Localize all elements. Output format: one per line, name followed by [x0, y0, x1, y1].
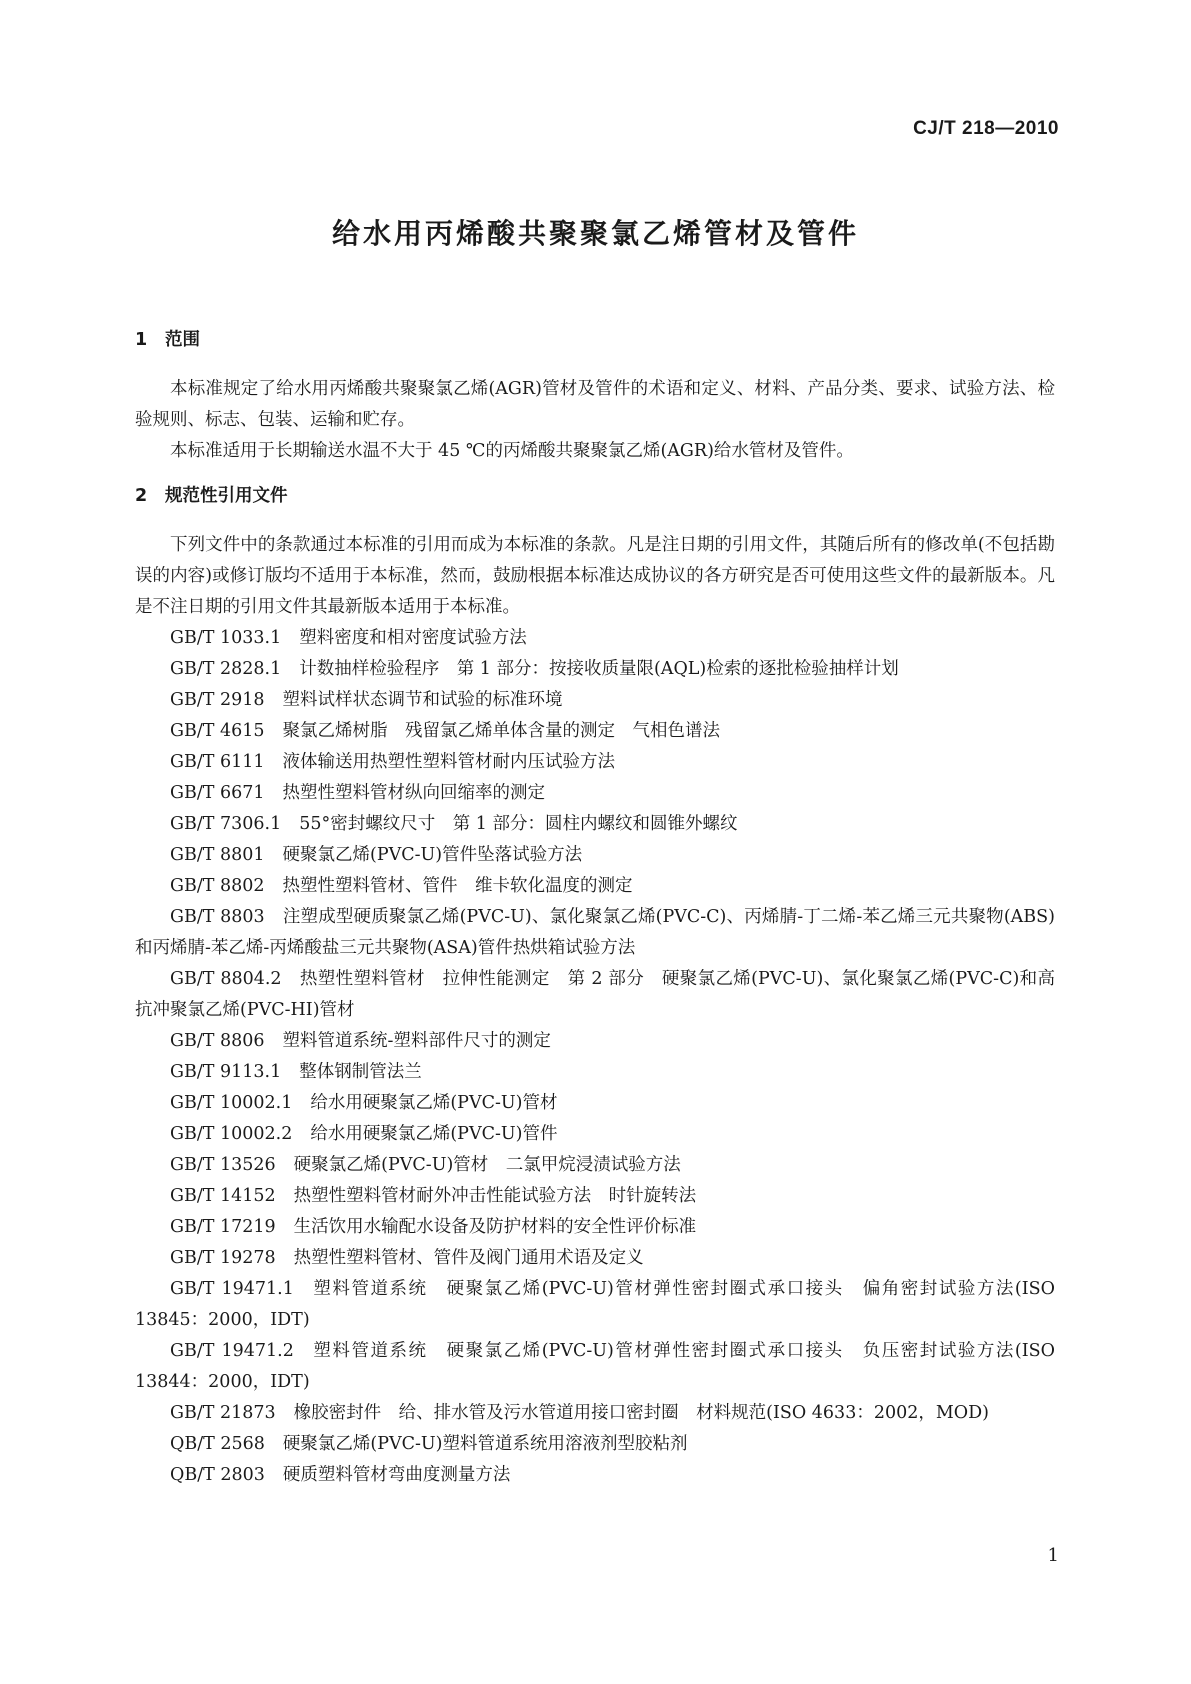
reference-item [135, 716, 1055, 747]
reference-title: 给水用硬聚氯乙烯(PVC-U)管材 [310, 1093, 558, 1113]
reference-item [135, 1429, 1055, 1460]
reference-title: 热塑性塑料管材、管件及阀门通用术语及定义 [293, 1248, 644, 1268]
reference-item [135, 1212, 1055, 1243]
reference-title: 硬聚氯乙烯(PVC-U)管材 二氯甲烷浸渍试验方法 [293, 1155, 681, 1175]
reference-code: GB/T 19471.1 [170, 1279, 294, 1299]
reference-code: GB/T 17219 [170, 1217, 276, 1237]
reference-title: 热塑性塑料管材 拉伸性能测定 第 2 部分 硬聚氯乙烯(PVC-U)、氯化聚氯乙烯(PVC-C)和高抗冲聚氯乙烯(PVC-HI)管材 [135, 969, 1055, 1020]
reference-item [135, 654, 1055, 685]
reference-title: 55°密封螺纹尺寸 第 1 部分：圆柱内螺纹和圆锥外螺纹 [299, 814, 738, 834]
reference-item [135, 1274, 1055, 1336]
reference-item [135, 1336, 1055, 1398]
reference-title: 橡胶密封件 给、排水管及污水管道用接口密封圈 材料规范(ISO 4633：2002，MOD) [293, 1403, 989, 1423]
reference-title: 硬聚氯乙烯(PVC-U)塑料管道系统用溶液剂型胶粘剂 [282, 1434, 688, 1454]
reference-item [135, 1119, 1055, 1150]
reference-code: GB/T 9113.1 [170, 1062, 282, 1082]
reference-title: 液体输送用热塑性塑料管材耐内压试验方法 [282, 752, 616, 772]
section-1-heading [135, 325, 1055, 356]
reference-code: GB/T 8803 [170, 907, 265, 927]
reference-item [135, 1243, 1055, 1274]
reference-item [135, 1026, 1055, 1057]
reference-item [135, 1057, 1055, 1088]
document-body [135, 325, 1055, 1491]
reference-title: 聚氯乙烯树脂 残留氯乙烯单体含量的测定 气相色谱法 [282, 721, 721, 741]
document-title: 给水用丙烯酸共聚聚氯乙烯管材及管件 [331, 217, 859, 250]
reference-item [135, 902, 1055, 964]
reference-item [135, 778, 1055, 809]
section-number: 1 [135, 330, 148, 350]
reference-code: GB/T 1033.1 [170, 628, 282, 648]
reference-item [135, 964, 1055, 1026]
section-title: 范围 [165, 330, 200, 350]
reference-title: 生活饮用水输配水设备及防护材料的安全性评价标准 [293, 1217, 697, 1237]
reference-code: QB/T 2803 [170, 1465, 265, 1485]
page-number: 1 [1047, 1545, 1059, 1566]
reference-code: GB/T 2918 [170, 690, 265, 710]
reference-title: 硬质塑料管材弯曲度测量方法 [282, 1465, 511, 1485]
reference-item [135, 1181, 1055, 1212]
reference-code: GB/T 19471.2 [170, 1341, 294, 1361]
standard-code: CJ/T 218—2010 [913, 118, 1059, 139]
reference-code: GB/T 8802 [170, 876, 265, 896]
reference-title: 整体钢制管法兰 [299, 1062, 422, 1082]
scope-paragraph: 本标准适用于长期输送水温不大于 45 ℃的丙烯酸共聚聚氯乙烯(AGR)给水管材及管件。 [170, 441, 854, 461]
reference-item [135, 747, 1055, 778]
reference-title: 塑料管道系统 硬聚氯乙烯(PVC-U)管材弹性密封圈式承口接头 负压密封试验方法(ISO 13844：2000，IDT) [135, 1341, 1055, 1392]
reference-code: GB/T 8804.2 [170, 969, 282, 989]
reference-code: GB/T 7306.1 [170, 814, 282, 834]
reference-title: 计数抽样检验程序 第 1 部分：按接收质量限(AQL)检索的逐批检验抽样计划 [299, 659, 899, 679]
reference-item [135, 1150, 1055, 1181]
reference-code: GB/T 2828.1 [170, 659, 282, 679]
reference-title: 注塑成型硬质聚氯乙烯(PVC-U)、氯化聚氯乙烯(PVC-C)、丙烯腈-丁二烯-苯乙烯三元共聚物(ABS)和丙烯腈-苯乙烯-丙烯酸盐三元共聚物(ASA)管件热烘箱试验方法 [135, 907, 1055, 958]
reference-code: GB/T 10002.1 [170, 1093, 293, 1113]
reference-item [135, 623, 1055, 654]
scope-paragraph: 本标准规定了给水用丙烯酸共聚聚氯乙烯(AGR)管材及管件的术语和定义、材料、产品分类、要求、试验方法、检验规则、标志、包装、运输和贮存。 [135, 379, 1055, 430]
reference-item [135, 1398, 1055, 1429]
reference-code: GB/T 8801 [170, 845, 265, 865]
reference-code: GB/T 6671 [170, 783, 265, 803]
reference-code: GB/T 13526 [170, 1155, 276, 1175]
section-number: 2 [135, 486, 148, 506]
reference-code: GB/T 6111 [170, 752, 265, 772]
reference-title: 热塑性塑料管材耐外冲击性能试验方法 时针旋转法 [293, 1186, 697, 1206]
reference-code: GB/T 4615 [170, 721, 265, 741]
reference-code: QB/T 2568 [170, 1434, 265, 1454]
reference-code: GB/T 14152 [170, 1186, 276, 1206]
reference-title: 硬聚氯乙烯(PVC-U)管件坠落试验方法 [282, 845, 583, 865]
reference-title: 热塑性塑料管材、管件 维卡软化温度的测定 [282, 876, 633, 896]
reference-item [135, 809, 1055, 840]
reference-code: GB/T 19278 [170, 1248, 276, 1268]
reference-title: 给水用硬聚氯乙烯(PVC-U)管件 [310, 1124, 558, 1144]
reference-code: GB/T 21873 [170, 1403, 276, 1423]
reference-item [135, 1460, 1055, 1491]
reference-title: 塑料密度和相对密度试验方法 [299, 628, 527, 648]
references-intro: 下列文件中的条款通过本标准的引用而成为本标准的条款。凡是注日期的引用文件，其随后所有的修改单(不包括勘误的内容)或修订版均不适用于本标准，然而，鼓励根据本标准达成协议的各方研究是否可使用这些文件的最新版本。凡是不注日期的引用文件其最新版本适用于本标准。 [135, 535, 1055, 617]
reference-item [135, 685, 1055, 716]
reference-title: 塑料试样状态调节和试验的标准环境 [282, 690, 563, 710]
section-title: 规范性引用文件 [165, 486, 288, 506]
section-2-heading [135, 481, 1055, 512]
reference-item [135, 1088, 1055, 1119]
reference-code: GB/T 8806 [170, 1031, 265, 1051]
reference-title: 热塑性塑料管材纵向回缩率的测定 [282, 783, 546, 803]
reference-list [135, 623, 1055, 1491]
reference-title: 塑料管道系统 硬聚氯乙烯(PVC-U)管材弹性密封圈式承口接头 偏角密封试验方法(ISO 13845：2000，IDT) [135, 1279, 1055, 1330]
reference-item [135, 840, 1055, 871]
reference-code: GB/T 10002.2 [170, 1124, 293, 1144]
reference-title: 塑料管道系统-塑料部件尺寸的测定 [282, 1031, 551, 1051]
reference-item [135, 871, 1055, 902]
